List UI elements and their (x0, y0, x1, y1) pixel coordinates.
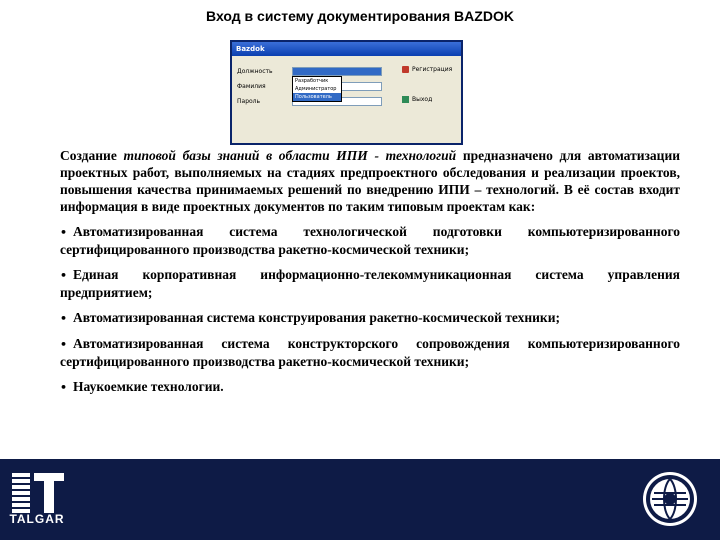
position-label: Должность (237, 68, 273, 75)
dropdown-option[interactable]: Пользователь (293, 93, 341, 101)
bullet-item (60, 335, 680, 370)
exit-button-label: Выход (412, 96, 433, 103)
login-button-label: Регистрация (412, 66, 453, 73)
dropdown-option[interactable]: Разработчик (295, 78, 329, 84)
door-icon (402, 96, 409, 103)
exit-button[interactable] (402, 96, 432, 103)
position-dropdown-list (292, 76, 342, 102)
bullet-icon: • (60, 312, 68, 325)
talgar-logo-text: TALGAR (9, 512, 65, 526)
footer-bar (0, 459, 720, 540)
bullet-icon: • (60, 381, 68, 394)
intro-paragraph (60, 147, 680, 215)
slide-title: Вход в систему документирования BAZDOK (206, 8, 514, 24)
emblem-icon (640, 467, 700, 531)
bullet-text: Автоматизированная система конструирования ракетно-космической техники; (73, 310, 560, 325)
bullet-text: Наукоемкие технологии. (73, 379, 224, 394)
bullet-text: Автоматизированная система технологической подготовки компьютеризированного сертифицированного производства ракетно-космической техники; (60, 224, 680, 257)
main-text (60, 147, 680, 396)
intro-text-start: Создание (60, 148, 124, 163)
bullet-item (60, 223, 680, 258)
bullet-item (60, 266, 680, 301)
key-icon (402, 66, 409, 73)
intro-emphasis: типовой базы знаний в области ИПИ - технологий (123, 148, 457, 163)
intro-text-end: предназначено для автоматизации проектных работ, выполняемых на стадиях предпроектного обследования и реализации проектов, повышения качества принимаемых решений по внедрению ИПИ – технологий. В её состав входит информация в виде проектных документов по таким типовым проектам как: (60, 148, 680, 214)
position-select[interactable] (292, 67, 382, 76)
surname-label: Фамилия (237, 83, 266, 90)
bullet-text: Автоматизированная система конструкторского сопровождения компьютеризированного сертифицированного производства ракетно-космической техники; (60, 336, 680, 369)
bullet-icon: • (60, 269, 68, 282)
bullet-item (60, 378, 680, 396)
bullet-icon: • (60, 226, 68, 239)
bullet-text: Единая корпоративная информационно-телекоммуникационная система управления предприятием; (60, 267, 680, 300)
bullet-item (60, 309, 680, 327)
password-label: Пароль (237, 98, 261, 105)
login-window-screenshot (230, 40, 463, 145)
dropdown-option[interactable]: Администратор (295, 86, 337, 92)
login-button[interactable] (402, 66, 452, 73)
login-window-title: Bazdok (232, 42, 461, 56)
bullet-icon: • (60, 338, 68, 351)
